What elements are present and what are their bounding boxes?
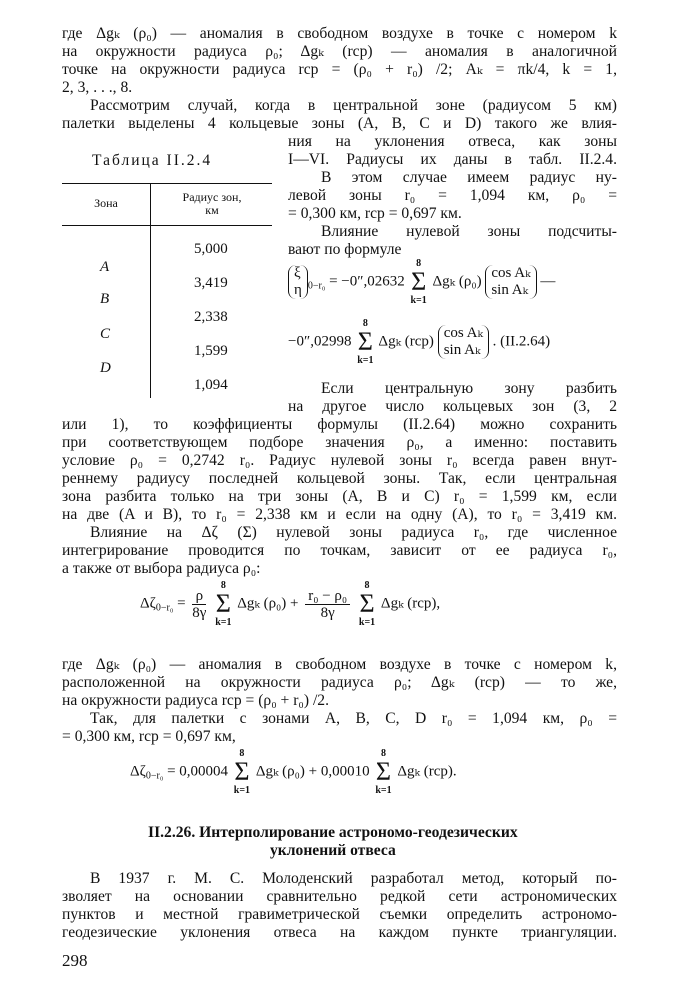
column-header-zone: Зона xyxy=(94,196,118,210)
coefficient: = 0,00004 xyxy=(167,763,229,780)
cos-term: cos Aₖ xyxy=(443,325,483,341)
table-rule xyxy=(62,225,272,226)
text-line: Так, для палетки с зонами A, B, C, D r₀ = 1,094 км, ρ₀ = xyxy=(90,710,617,727)
table-cell-radius: 1,094 xyxy=(194,377,228,393)
denominator: 8γ xyxy=(192,604,207,621)
text-line: на окружности радиуса ρ₀; Δgₖ (rср) — аномалия в аналогичной xyxy=(62,43,617,60)
text-line: В 1937 г. М. С. Молоденский разработал метод, который по- xyxy=(90,870,617,887)
text-line: на другое число кольцевых зон (3, 2 xyxy=(288,398,617,415)
anomaly-term: Δgₖ (rср) xyxy=(378,333,434,350)
anomaly-term: Δgₖ (rср). xyxy=(397,763,457,780)
continuation-dash: — xyxy=(540,273,556,290)
column-header-radius-line1: Радиус зон, xyxy=(182,190,242,204)
section-heading: II.2.26. Интерполирование астрономо-геодезических xyxy=(148,824,518,841)
table-cell-zone: B xyxy=(100,291,110,307)
sum-upper: 8 xyxy=(380,748,386,759)
eta-symbol: η xyxy=(294,282,302,298)
text-line: палетки выделены 4 кольцевые зоны (A, B, C и D) такого же влия- xyxy=(62,115,617,132)
text-line: В этом случае имеем радиус ну- xyxy=(321,169,617,186)
sin-term: sin Aₖ xyxy=(443,342,481,358)
text-line: где Δgₖ (ρ₀) — аномалия в свободном воздухе в точке с номером k xyxy=(62,25,617,42)
table-cell-zone: C xyxy=(100,326,111,342)
formula-2-64-line2 xyxy=(288,318,550,368)
text-line: реннему радиусу последней кольцевой зоны. Так, если центральная xyxy=(62,470,617,487)
lhs-subscript: 0−r₀ xyxy=(145,770,164,782)
sum-upper: 8 xyxy=(362,318,368,329)
numerator: ρ xyxy=(192,588,206,605)
text-line: геодезические уклонения отвеса на каждом пункте триангуляции. xyxy=(62,924,617,941)
delta-zeta-symbol: Δζ xyxy=(140,595,156,612)
sum-lower: k=1 xyxy=(375,785,392,796)
sum-sign: 8 Σ k=1 xyxy=(358,580,376,628)
sum-sign: 8 Σ k=1 xyxy=(215,580,232,628)
lhs-vector xyxy=(288,265,308,299)
lhs-subscript: 0−r₀ xyxy=(307,280,326,292)
coefficient: −0″,02998 xyxy=(288,333,352,350)
formula-2-64-line1 xyxy=(288,258,555,304)
sum-lower: k=1 xyxy=(410,295,427,306)
text-line: 2, 3, . . ., 8. xyxy=(62,79,133,96)
table-caption: Таблица II.2.4 xyxy=(92,152,213,169)
text-line: ния на уклонения отвеса, как зоны xyxy=(288,133,617,150)
sum-upper: 8 xyxy=(239,748,245,759)
text-line: где Δgₖ (ρ₀) — аномалия в свободном воздухе в точке с номером k, xyxy=(62,656,617,673)
equals-sign: = xyxy=(177,595,186,612)
text-line: = 0,300 км, rср = 0,697 км, xyxy=(62,728,236,745)
lhs-subscript: 0−r₀ xyxy=(155,602,174,614)
equation-number: . (II.2.64) xyxy=(492,333,551,350)
anomaly-term: Δgₖ (ρ₀) + xyxy=(237,595,299,612)
anomaly-term: Δgₖ (ρ₀) + 0,00010 xyxy=(255,763,370,780)
table-cell-zone: D xyxy=(100,360,111,376)
formula-delta-zeta-fraction xyxy=(140,580,440,640)
text-line: на две (A и B), то r₀ = 2,338 км и если на одну (A), то r₀ = 3,419 км. xyxy=(62,506,617,523)
column-header-radius-line2: км xyxy=(205,203,219,217)
coefficient: = −0″,02632 xyxy=(329,273,405,290)
sum-lower: k=1 xyxy=(358,617,376,628)
sum-sign: 8 Σ k=1 xyxy=(375,748,392,796)
text-line: вают по формуле xyxy=(288,241,402,258)
anomaly-term: Δgₖ (rср), xyxy=(380,595,441,612)
table-cell-radius: 1,599 xyxy=(194,343,228,359)
text-line: пунктов и местной гравиметрической съемки определить астрономо- xyxy=(62,906,617,923)
text-line: на окружности радиуса rср = (ρ₀ + r₀) /2. xyxy=(62,692,329,709)
table-cell-radius: 2,338 xyxy=(194,309,228,325)
denominator: 8γ xyxy=(320,604,335,621)
table-cell-radius: 5,000 xyxy=(194,241,228,257)
xi-symbol: ξ xyxy=(294,265,301,281)
sum-lower: k=1 xyxy=(357,355,374,366)
sum-sign: 8 Σ k=1 xyxy=(410,258,427,306)
sum-upper: 8 xyxy=(220,580,226,591)
text-line: расположенной на окружности радиуса ρ₀; Δgₖ (rср) — то же, xyxy=(62,674,617,691)
anomaly-term: Δgₖ (ρ₀) xyxy=(432,273,482,290)
fraction xyxy=(192,588,206,621)
text-line: левой зоны r₀ = 1,094 км, ρ₀ = xyxy=(288,187,617,204)
sum-lower: k=1 xyxy=(215,617,232,628)
section-heading: уклонений отвеса xyxy=(270,842,396,859)
sum-upper: 8 xyxy=(364,580,370,591)
text-line: интегрирование проводится по точкам, зависит от ее радиуса r₀, xyxy=(62,542,617,559)
text-line: а также от выбора радиуса ρ₀: xyxy=(62,560,261,577)
column-header-radius xyxy=(154,191,270,217)
text-line: Влияние на Δζ (Σ) нулевой зоны радиуса r₀, где численное xyxy=(90,524,617,541)
radius-table xyxy=(62,183,272,398)
sum-sign: 8 Σ k=1 xyxy=(357,318,374,366)
sum-sign: 8 Σ k=1 xyxy=(233,748,251,796)
text-line: = 0,300 км, rср = 0,697 км. xyxy=(288,205,462,222)
trig-vector xyxy=(485,265,536,299)
table-cell-radius: 3,419 xyxy=(194,275,228,291)
sum-lower: k=1 xyxy=(233,785,251,796)
table-column-rule xyxy=(150,183,151,398)
text-line: Если центральную зону разбить xyxy=(321,380,617,397)
table-rule xyxy=(62,183,272,184)
text-line: условие ρ₀ = 0,2742 r₀. Радиус нулевой зоны r₀ всегда равен внут- xyxy=(62,452,617,469)
page-number: 298 xyxy=(62,951,88,970)
text-line: I—VI. Радиусы их даны в табл. II.2.4. xyxy=(288,151,617,168)
sum-upper: 8 xyxy=(416,258,422,269)
fraction xyxy=(305,588,350,621)
text-line: зволяет на основании сравнительно редкой сети астрономических xyxy=(62,888,617,905)
table-cell-zone: A xyxy=(100,259,110,275)
formula-delta-zeta-numeric xyxy=(130,748,457,808)
sin-term: sin Aₖ xyxy=(491,282,529,298)
text-line: точке на окружности радиуса rср = (ρ₀ + r₀) /2; Aₖ = πk/4, k = 1, xyxy=(62,61,617,78)
numerator: r₀ − ρ₀ xyxy=(305,588,350,605)
trig-vector xyxy=(438,325,489,359)
text-line: Рассмотрим случай, когда в центральной зоне (радиусом 5 км) xyxy=(90,97,617,114)
text-line: Влияние нулевой зоны подсчиты- xyxy=(321,223,617,240)
text-line: при соответствующем подборе значения ρ₀, а именно: поставить xyxy=(62,434,617,451)
cos-term: cos Aₖ xyxy=(491,265,531,281)
delta-zeta-symbol: Δζ xyxy=(130,763,146,780)
text-line: зона разбита только на три зоны (A, B и C) r₀ = 1,599 км, если xyxy=(62,488,617,505)
text-line: или 1), то коэффициенты формулы (II.2.64) можно сохранить xyxy=(62,416,617,433)
